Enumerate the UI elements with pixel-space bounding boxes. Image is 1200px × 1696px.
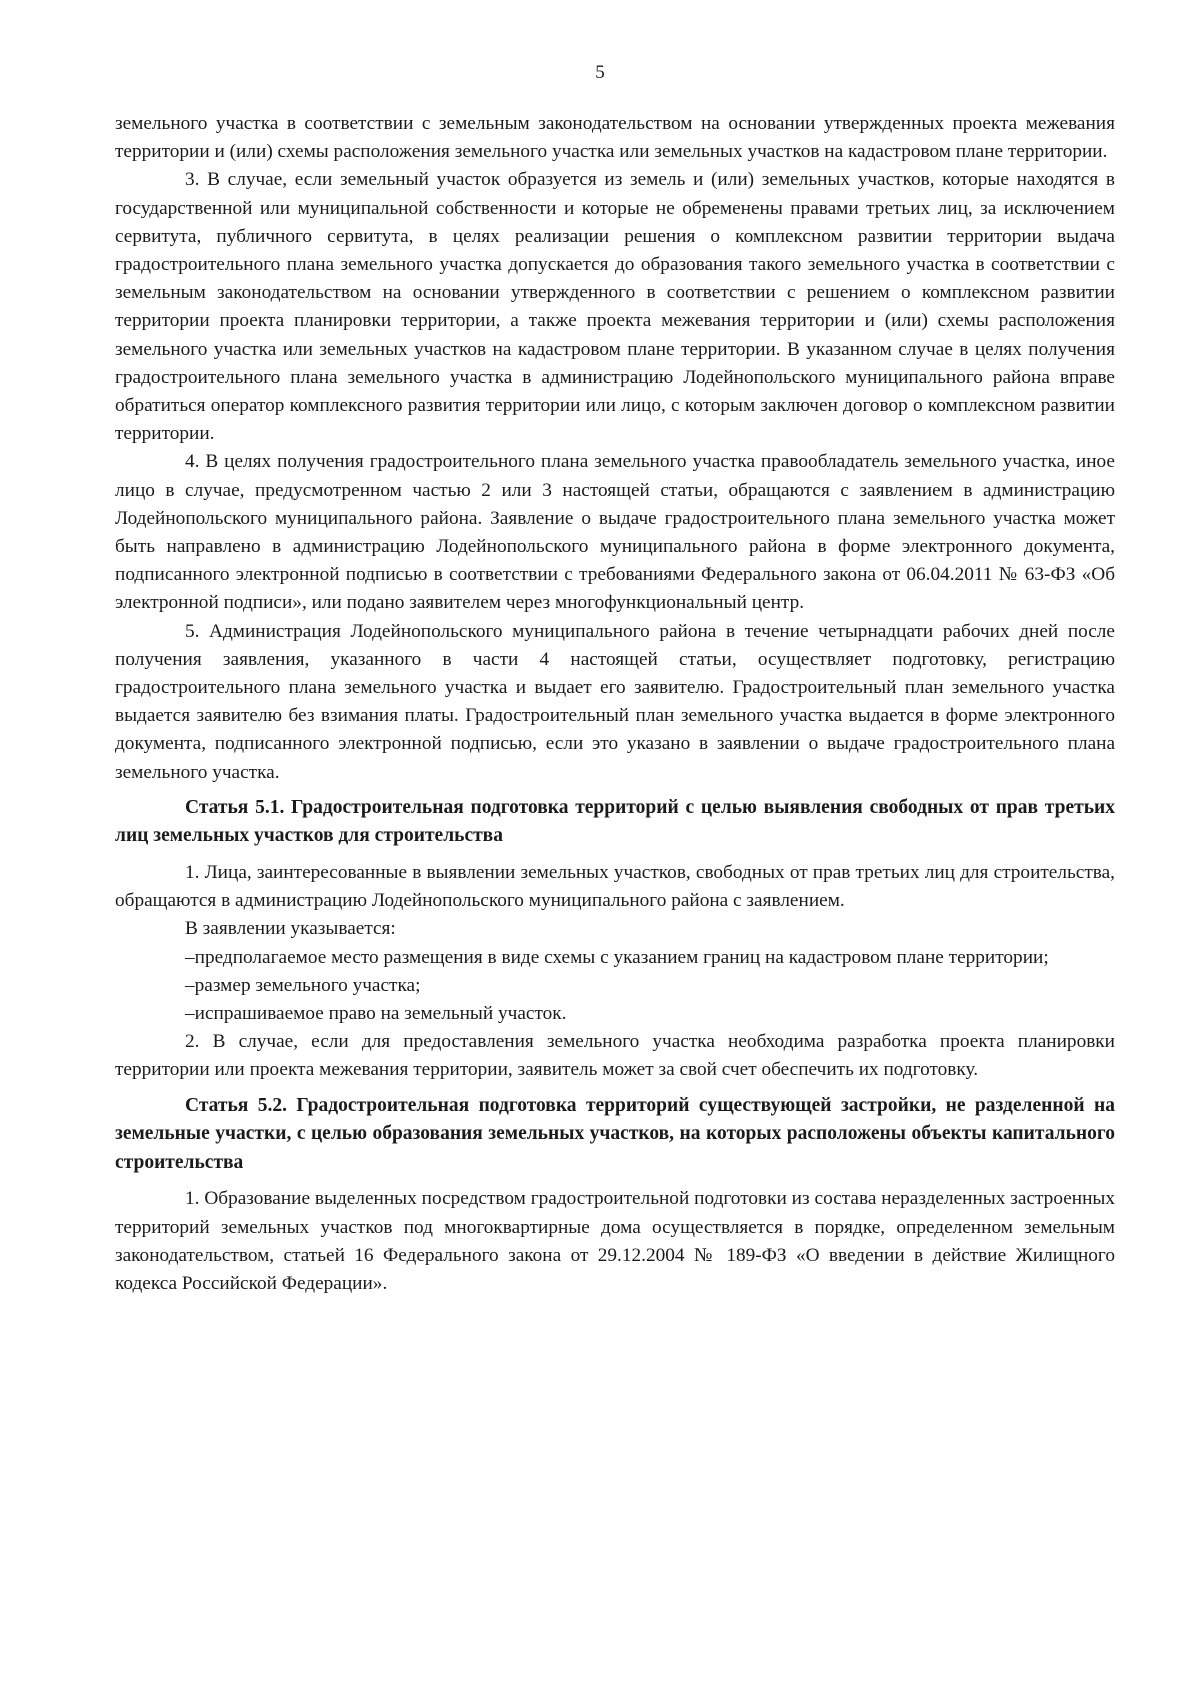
paragraph-continuation: земельного участка в соответствии с земельным законодательством на основании утвержденных проекта межевания территории и (или) схемы расположения земельного участка или земельных участков на кадастровом плане территории. xyxy=(115,113,1115,163)
article-5-1-paragraph-2: 2. В случае, если для предоставления земельного участка необходима разработка проекта планировки территории или проекта межевания территории, заявитель может за свой счет обеспечить их подготовку. xyxy=(115,1031,1115,1081)
article-5-2-paragraph-1: 1. Образование выделенных посредством градостроительной подготовки из состава неразделенных застроенных территорий земельных участков под многоквартирные дома осуществляется в порядке, определенном земельным законодательством, статьей 16 Федерального закона от 29.12.2004 № 189-ФЗ «О введении в действие Жилищного кодекса Российской Федерации». xyxy=(115,1188,1115,1295)
list-item-location: –предполагаемое место размещения в виде схемы с указанием границ на кадастровом плане территории; xyxy=(185,946,1049,968)
document-body xyxy=(115,110,1115,1298)
article-5-1-heading: Статья 5.1. Градостроительная подготовка территорий с целью выявления свободных от прав третьих лиц земельных участков для строительства xyxy=(115,796,1115,847)
article-5-1-intro: В заявлении указывается: xyxy=(185,918,396,940)
list-item-right: –испрашиваемое право на земельный участок. xyxy=(185,1003,567,1025)
paragraph-3: 3. В случае, если земельный участок образуется из земель и (или) земельных участков, которые находятся в государственной или муниципальной собственности и которые не обременены правами третьих лиц, за исключением сервитута, публичного сервитута, в целях реализации решения о комплексном развитии территории выдача градостроительного плана земельного участка допускается до образования такого земельного участка в соответствии с земельным законодательством на основании утвержденного в соответствии с решением о комплексном развитии территории проекта планировки территории, а также проекта межевания территории и (или) схемы расположения земельного участка или земельных участков на кадастровом плане территории. В указанном случае в целях получения градостроительного плана земельного участка в администрацию Лодейнопольского муниципального района вправе обратиться оператор комплексного развития территории или лицо, с которым заключен договор о комплексном развитии территории. xyxy=(115,169,1115,445)
page-number: 5 xyxy=(595,62,605,83)
article-5-1-paragraph-1: 1. Лица, заинтересованные в выявлении земельных участков, свободных от прав третьих лиц для строительства, обращаются в администрацию Лодейнопольского муниципального района с заявлением. xyxy=(115,862,1115,912)
list-item-size: –размер земельного участка; xyxy=(185,974,421,996)
paragraph-5: 5. Администрация Лодейнопольского муниципального района в течение четырнадцати рабочих дней после получения заявления, указанного в части 4 настоящей статьи, осуществляет подготовку, регистрацию градостроительного плана земельного участка и выдает его заявителю. Градостроительный план земельного участка выдается заявителю без взимания платы. Градостроительный план земельного участка выдается в форме электронного документа, подписанного электронной подписью, если это указано в заявлении о выдаче градостроительного плана земельного участка. xyxy=(115,620,1115,783)
paragraph-4: 4. В целях получения градостроительного плана земельного участка правообладатель земельного участка, иное лицо в случае, предусмотренном частью 2 или 3 настоящей статьи, обращаются с заявлением в администрацию Лодейнопольского муниципального района. Заявление о выдаче градостроительного плана земельного участка может быть направлено в администрацию Лодейнопольского муниципального района в форме электронного документа, подписанного электронной подписью в соответствии с требованиями Федерального закона от 06.04.2011 № 63-ФЗ «Об электронной подписи», или подано заявителем через многофункциональный центр. xyxy=(115,451,1115,614)
article-5-2-heading: Статья 5.2. Градостроительная подготовка территорий существующей застройки, не разделенной на земельные участки, с целью образования земельных участков, на которых расположены объекты капитального строительства xyxy=(115,1094,1115,1173)
